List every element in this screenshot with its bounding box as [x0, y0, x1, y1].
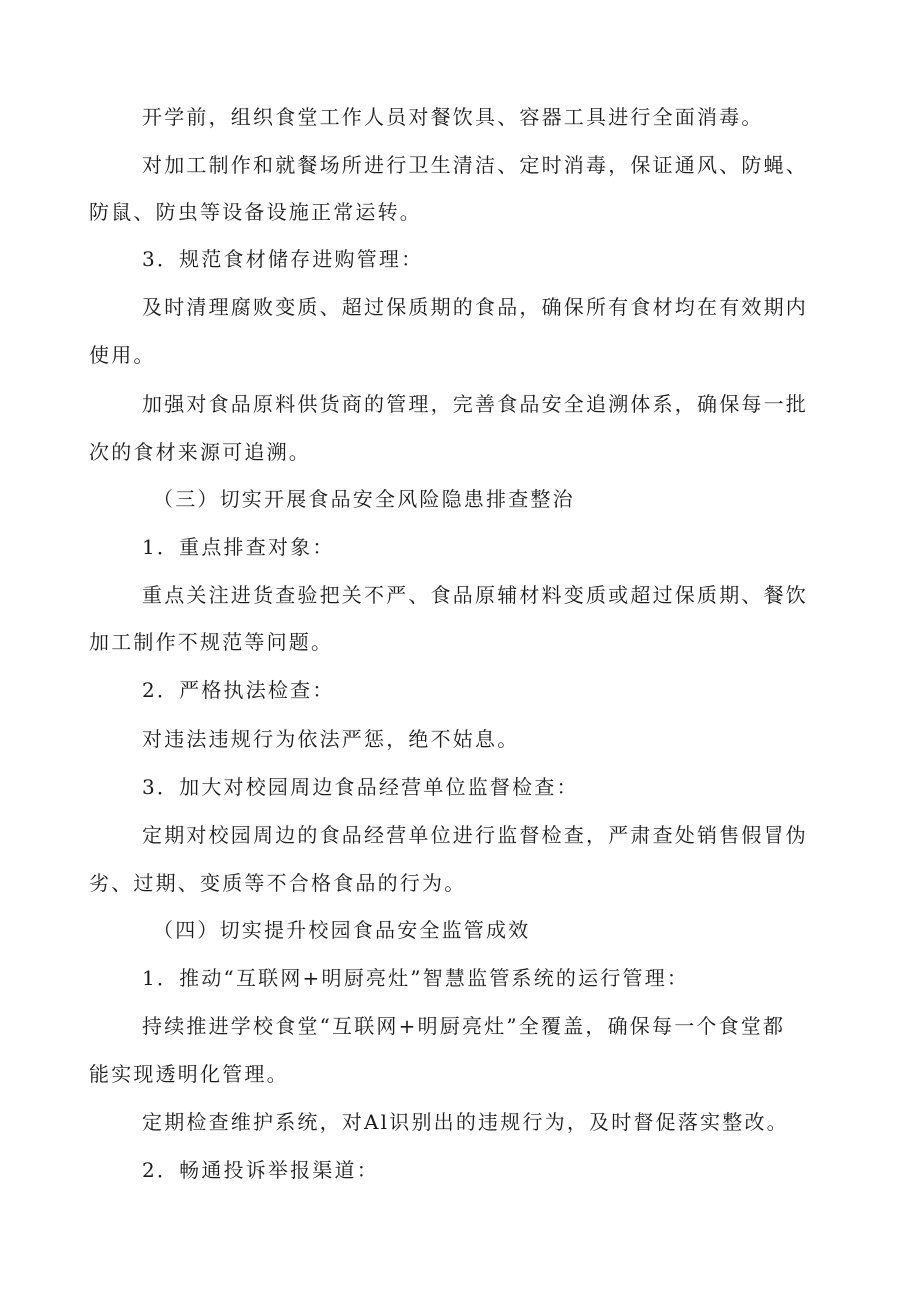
paragraph-line: 及时清理腐败变质、超过保质期的食品，确保所有食材均在有效期内	[142, 295, 808, 319]
section-heading: （三）切实开展食品安全风险隐患排查整治	[153, 487, 575, 511]
paragraph-line: 对加工制作和就餐场所进行卫生清洁、定时消毒，保证通风、防蝇、	[142, 153, 808, 177]
paragraph-line: 劣、过期、变质等不合格食品的行为。	[89, 871, 467, 895]
section-heading: 1．重点排查对象：	[142, 535, 335, 559]
paragraph-line: 持续推进学校食堂“互联网+明厨亮灶”全覆盖，确保每一个食堂都	[142, 1014, 786, 1038]
paragraph-line: 使用。	[89, 343, 156, 367]
section-heading: 2．畅通投诉举报渠道：	[142, 1158, 379, 1182]
paragraph-line: 对违法违规行为依法严惩，绝不姑息。	[142, 727, 520, 751]
paragraph-line: 加工制作不规范等问题。	[89, 630, 334, 654]
section-heading: 3．加大对校园周边食品经营单位监督检查：	[142, 775, 579, 799]
paragraph-line: 重点关注进货查验把关不严、食品原辅材料变质或超过保质期、餐饮	[142, 583, 808, 607]
paragraph-line: 次的食材来源可追溯。	[89, 440, 311, 464]
paragraph-line: 加强对食品原料供货商的管理，完善食品安全追溯体系，确保每一批	[142, 392, 808, 416]
section-heading: （四）切实提升校园食品安全监管成效	[153, 918, 531, 942]
paragraph-line: 开学前，组织食堂工作人员对餐饮具、容器工具进行全面消毒。	[142, 105, 764, 129]
section-heading: 1．推动“互联网+明厨亮灶”智慧监管系统的运行管理：	[142, 966, 690, 990]
paragraph-line: 定期检查维护系统，对Al识别出的违规行为，及时督促落实整改。	[142, 1110, 789, 1134]
section-heading: 2．严格执法检查：	[142, 678, 335, 702]
section-heading: 3．规范食材储存进购管理：	[142, 247, 424, 271]
paragraph-line: 定期对校园周边的食品经营单位进行监督检查，严肃查处销售假冒伪	[142, 823, 808, 847]
paragraph-line: 防鼠、防虫等设备设施正常运转。	[89, 200, 422, 224]
paragraph-line: 能实现透明化管理。	[89, 1062, 289, 1086]
